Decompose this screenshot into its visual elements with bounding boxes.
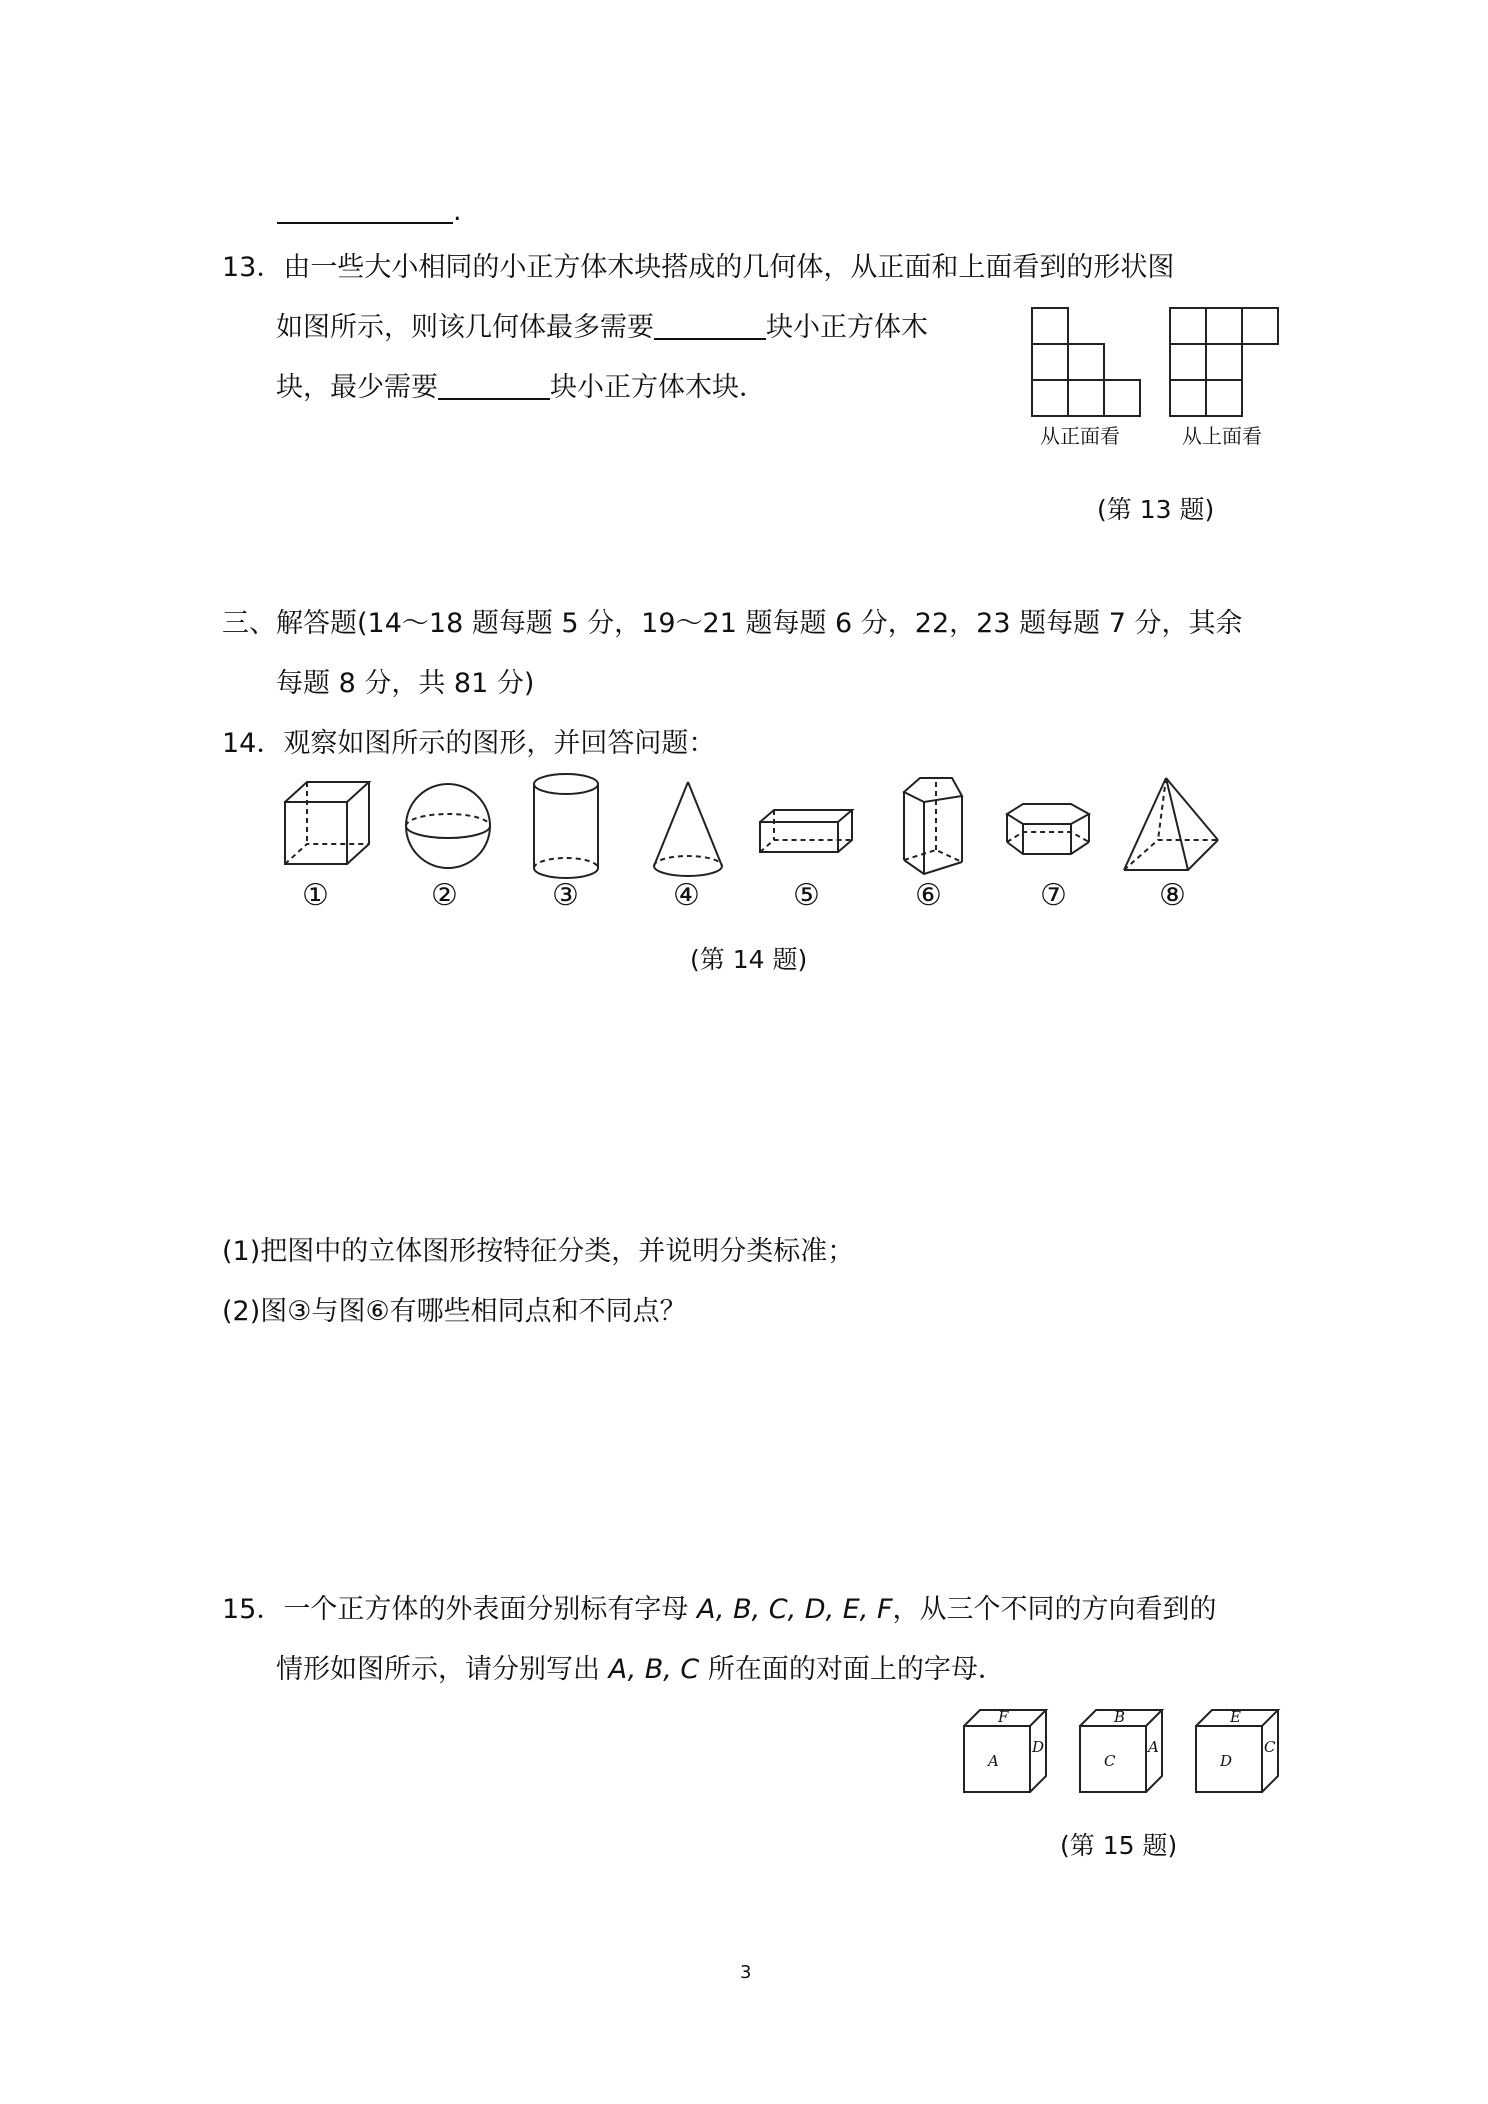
sphere-shape bbox=[404, 782, 494, 872]
cube-2-top-letter: B bbox=[1114, 1708, 1126, 1726]
q15-line2: 情形如图所示，请分别写出 A, B, C 所在面的对面上的字母． bbox=[276, 1654, 1005, 1685]
q14-subquestion-1: (1)把图中的立体图形按特征分类，并说明分类标准； bbox=[222, 1236, 855, 1267]
shape-label-1: ① bbox=[302, 878, 329, 913]
answer-blank-max[interactable] bbox=[654, 308, 766, 340]
cube-3-side-letter: C bbox=[1264, 1738, 1276, 1756]
cube-2-side-letter: A bbox=[1148, 1738, 1159, 1756]
cylinder-shape bbox=[532, 772, 602, 882]
q14-stem: 14．观察如图所示的图形，并回答问题： bbox=[222, 728, 716, 759]
cube-2-front-letter: C bbox=[1104, 1752, 1116, 1770]
cube-shape bbox=[283, 780, 373, 870]
q14-subquestion-2: (2)图③与图⑥有哪些相同点和不同点？ bbox=[222, 1296, 687, 1327]
q12-answer-line: . bbox=[277, 192, 462, 232]
cube-1-front-letter: A bbox=[988, 1752, 999, 1770]
shape-label-5: ⑤ bbox=[793, 878, 820, 913]
cuboid-shape bbox=[758, 808, 858, 858]
top-view-label: 从上面看 bbox=[1182, 424, 1262, 448]
cone-shape bbox=[650, 780, 730, 880]
section3-heading-line1: 三、解答题(14～18 题每题 5 分，19～21 题每题 6 分，22，23 题每题 7 分，其余 bbox=[222, 608, 1243, 639]
question-number: 14． bbox=[222, 728, 284, 759]
question-number: 13． bbox=[222, 252, 284, 283]
q13-line1: 13．由一些大小相同的小正方体木块搭成的几何体，从正面和上面看到的形状图 bbox=[222, 252, 1175, 283]
q13-caption: (第 13 题) bbox=[1097, 495, 1215, 524]
cube-3-top-letter: E bbox=[1230, 1708, 1241, 1726]
q15-line1: 15．一个正方体的外表面分别标有字母 A, B, C, D, E, F，从三个不同的方向看到的 bbox=[222, 1594, 1217, 1625]
pyramid-shape bbox=[1122, 776, 1222, 876]
answer-blank-min[interactable] bbox=[438, 368, 550, 400]
q13-top-view-figure bbox=[1168, 306, 1288, 416]
q15-caption: (第 15 题) bbox=[1060, 1831, 1178, 1860]
hexagonal-prism-shape bbox=[1005, 802, 1095, 862]
q13-front-view-figure bbox=[1030, 306, 1150, 416]
shape-label-2: ② bbox=[431, 878, 458, 913]
shape-label-8: ⑧ bbox=[1159, 878, 1186, 913]
question-number: 15． bbox=[222, 1594, 284, 1625]
shape-label-7: ⑦ bbox=[1040, 878, 1067, 913]
cube-1-side-letter: D bbox=[1032, 1738, 1045, 1756]
shape-label-4: ④ bbox=[673, 878, 700, 913]
q13-line3: 块，最少需要 块小正方体木块． bbox=[276, 368, 766, 408]
answer-blank[interactable] bbox=[277, 192, 453, 224]
section3-heading-line2: 每题 8 分，共 81 分) bbox=[276, 668, 535, 699]
front-view-label: 从正面看 bbox=[1040, 424, 1120, 448]
shape-label-3: ③ bbox=[552, 878, 579, 913]
cube-3-front-letter: D bbox=[1220, 1752, 1233, 1770]
q14-caption: (第 14 题) bbox=[690, 945, 808, 974]
page-number: 3 bbox=[740, 1962, 752, 1983]
q13-line2: 如图所示，则该几何体最多需要 块小正方体木 bbox=[276, 308, 928, 348]
cube-1-top-letter: F bbox=[998, 1708, 1009, 1726]
shape-label-6: ⑥ bbox=[915, 878, 942, 913]
triangular-prism-shape bbox=[900, 774, 970, 884]
